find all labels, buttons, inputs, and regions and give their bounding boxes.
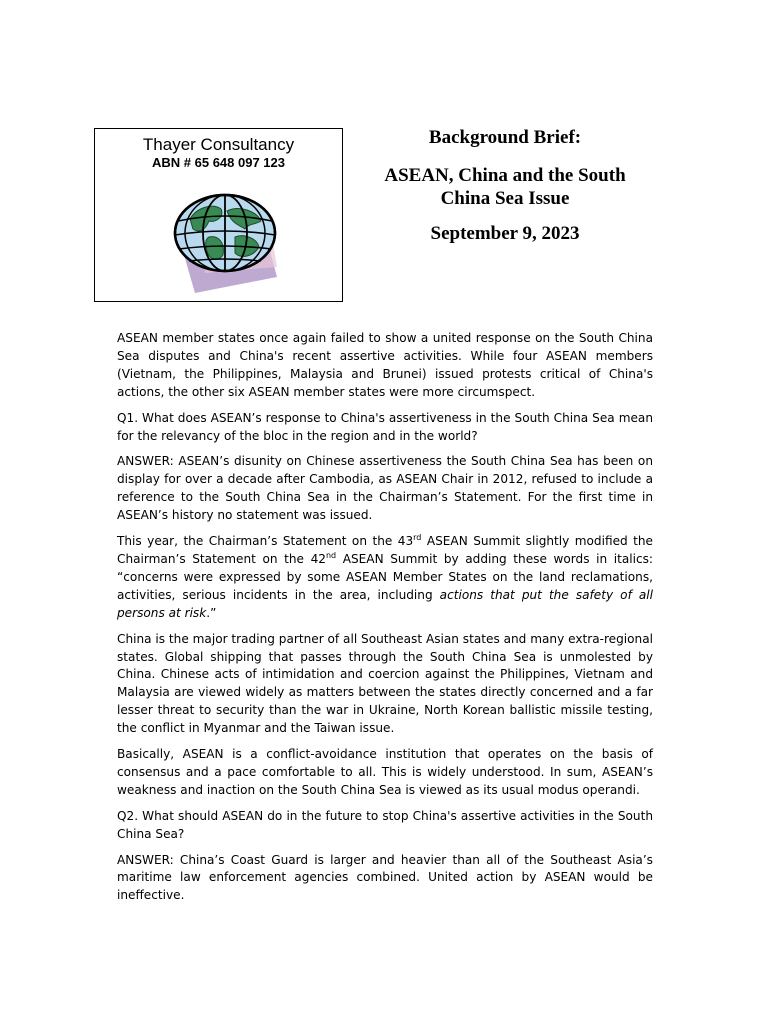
superscript: rd [413, 533, 422, 543]
globe-icon [165, 181, 285, 301]
text-span: This year, the Chairman’s Statement on the 43 [117, 534, 414, 549]
letterhead-logo-box [94, 128, 343, 302]
answer-1: ANSWER: ASEAN’s disunity on Chinese assertiveness the South China Sea has been on display for over a decade after Cambodia, as ASEAN Chair in 2012, refused to include a reference to the South China Sea in the Chairman’s Statement. For the first time in ASEAN’s history no statement was issued. [117, 454, 653, 523]
paragraph-conflict-avoidance: Basically, ASEAN is a conflict-avoidance institution that operates on the basis of consensus and a pace comfortable to all. This is widely understood. In sum, ASEAN’s weakness and inaction on the South China Sea is viewed as its usual modus operandi. [117, 747, 653, 797]
question-2: Q2. What should ASEAN do in the future to stop China's assertive activities in the South China Sea? [117, 808, 653, 841]
text-span: .” [206, 605, 217, 620]
brief-date: September 9, 2023 [430, 223, 580, 244]
paragraph-trading-partner: China is the major trading partner of all Southeast Asian states and many extra-regional states. Global shipping that passes through the South China Sea is unmolested by China. Chinese acts of intimidation and coercion against the Philippines, Vietnam and Malaysia are viewed widely as matters between the states directly concerned and a far lesser threat to security than the war in Ukraine, North Korean ballistic missile testing, the conflict in Myanmar and the Taiwan issue. [117, 631, 653, 736]
paragraph-intro: ASEAN member states once again failed to show a united response on the South China Sea disputes and China's recent assertive activities. While four ASEAN members (Vietnam, the Philippines, Malaysia and Brunei) issued protests critical of China's actions, the other six ASEAN member states were more circumspect. [117, 331, 653, 399]
text-span: ASEAN Summit by adding these words in italics: “concerns were expressed by some ASEAN Member States on the land reclamations, activities, serious incidents in the area, including [117, 551, 653, 602]
paragraph-chairman-statement [117, 533, 653, 623]
answer-2: ANSWER: China’s Coast Guard is larger and heavier than all of the Southeast Asia’s maritime law enforcement agencies combined. United action by ASEAN would be ineffective. [117, 852, 653, 903]
document-body [117, 330, 653, 913]
brief-label: Background Brief: [428, 127, 582, 148]
question-1: Q1. What does ASEAN’s response to China's assertiveness in the South China Sea mean for the relevancy of the bloc in the region and in the world? [117, 410, 653, 443]
abn-number: ABN # 65 648 097 123 [152, 155, 285, 170]
brief-title: ASEAN, China and the South China Sea Issue [384, 165, 626, 209]
superscript: nd [325, 550, 337, 560]
brief-heading [360, 126, 650, 246]
text-span: ASEAN Summit slightly modified the Chairman’s Statement on the 42 [117, 534, 653, 566]
company-name: Thayer Consultancy [142, 135, 295, 154]
italic-quote: actions that put the safety of all persons at risk [117, 587, 653, 620]
